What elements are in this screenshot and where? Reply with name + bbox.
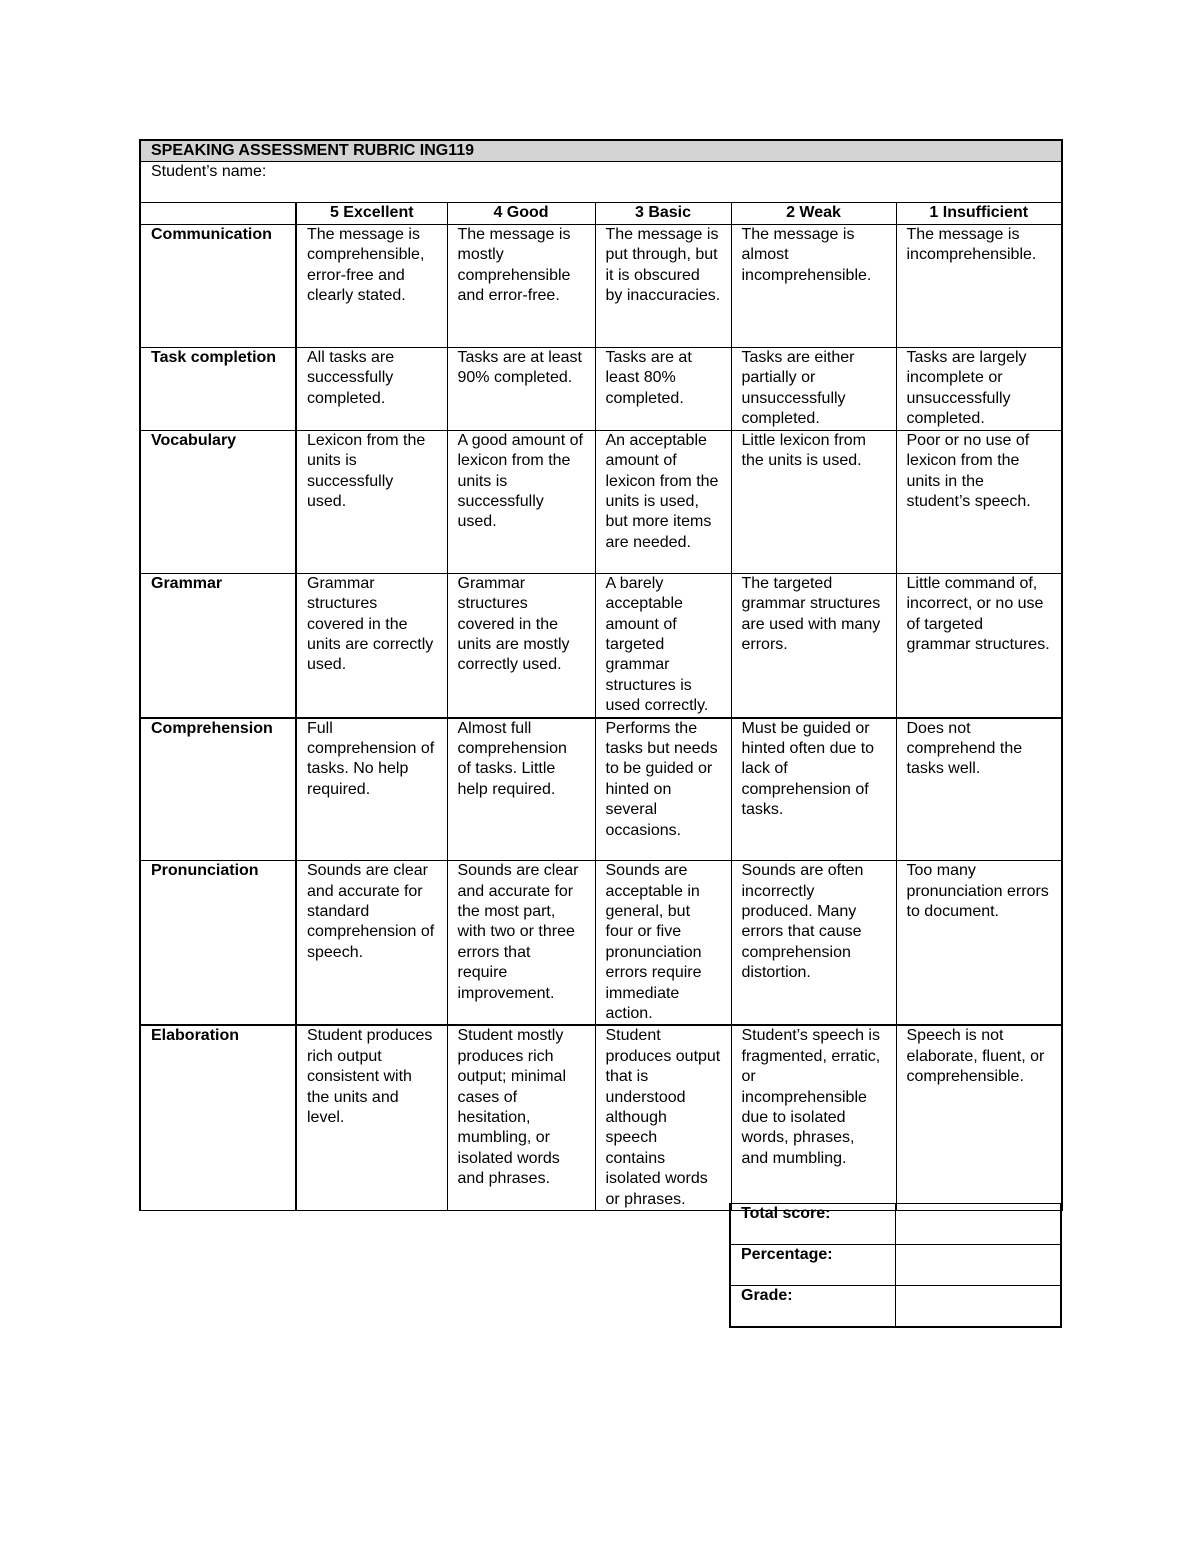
level-header-row — [140, 203, 1062, 224]
descriptor-cell: The message is almost incomprehensible. — [731, 224, 896, 347]
percentage-label: Percentage: — [730, 1245, 896, 1286]
descriptor-cell: Student produces rich output consistent with the units and level. — [296, 1025, 447, 1210]
grade-row — [730, 1286, 1061, 1328]
total-score-row — [730, 1204, 1061, 1245]
descriptor-cell: Sounds are clear and accurate for standard comprehension of speech. — [296, 861, 447, 1026]
criterion-row-pronunciation — [140, 861, 1062, 1026]
student-name-field[interactable]: Student’s name: — [140, 162, 1062, 203]
percentage-field[interactable] — [896, 1245, 1062, 1286]
descriptor-cell: An acceptable amount of lexicon from the units is used, but more items are needed. — [595, 430, 731, 573]
descriptor-cell: Speech is not elaborate, fluent, or comprehensible. — [896, 1025, 1062, 1210]
criterion-label: Grammar — [140, 573, 296, 717]
descriptor-cell: Student mostly produces rich output; minimal cases of hesitation, mumbling, or isolated words and phrases. — [447, 1025, 595, 1210]
criterion-row-vocabulary — [140, 430, 1062, 573]
grade-field[interactable] — [896, 1286, 1062, 1328]
descriptor-cell: Tasks are either partially or unsuccessfully completed. — [731, 347, 896, 430]
grade-label: Grade: — [730, 1286, 896, 1328]
score-summary-table — [729, 1203, 1062, 1328]
descriptor-cell: Sounds are clear and accurate for the most part, with two or three errors that require improvement. — [447, 861, 595, 1026]
title-row — [140, 140, 1062, 162]
criterion-label: Elaboration — [140, 1025, 296, 1210]
descriptor-cell: Lexicon from the units is successfully used. — [296, 430, 447, 573]
descriptor-cell: The message is incomprehensible. — [896, 224, 1062, 347]
descriptor-cell: Little lexicon from the units is used. — [731, 430, 896, 573]
descriptor-cell: Too many pronunciation errors to document. — [896, 861, 1062, 1026]
rubric-title: SPEAKING ASSESSMENT RUBRIC ING119 — [140, 140, 1062, 162]
criterion-label: Task completion — [140, 347, 296, 430]
descriptor-cell: Poor or no use of lexicon from the units in the student’s speech. — [896, 430, 1062, 573]
descriptor-cell: Sounds are often incorrectly produced. Many errors that cause comprehension distortion. — [731, 861, 896, 1026]
score-summary — [729, 1203, 1061, 1328]
criterion-label: Communication — [140, 224, 296, 347]
descriptor-cell: Grammar structures covered in the units are mostly correctly used. — [447, 573, 595, 717]
descriptor-cell: Sounds are acceptable in general, but four or five pronunciation errors require immediate action. — [595, 861, 731, 1026]
level-header-4: 4 Good — [447, 203, 595, 224]
student-name-row — [140, 162, 1062, 203]
level-header-1: 1 Insufficient — [896, 203, 1062, 224]
criterion-label: Pronunciation — [140, 861, 296, 1026]
descriptor-cell: Performs the tasks but needs to be guided or hinted on several occasions. — [595, 718, 731, 861]
descriptor-cell: A good amount of lexicon from the units is successfully used. — [447, 430, 595, 573]
rubric-table — [139, 139, 1063, 1211]
descriptor-cell: The targeted grammar structures are used with many errors. — [731, 573, 896, 717]
percentage-row — [730, 1245, 1061, 1286]
header-blank-cell — [140, 203, 296, 224]
descriptor-cell: All tasks are successfully completed. — [296, 347, 447, 430]
descriptor-cell: Student’s speech is fragmented, erratic, or incomprehensible due to isolated words, phrases, and mumbling. — [731, 1025, 896, 1210]
descriptor-cell: The message is comprehensible, error-free and clearly stated. — [296, 224, 447, 347]
level-header-2: 2 Weak — [731, 203, 896, 224]
descriptor-cell: Full comprehension of tasks. No help required. — [296, 718, 447, 861]
total-score-label: Total score: — [730, 1204, 896, 1245]
criterion-row-grammar — [140, 573, 1062, 717]
criterion-row-task-completion — [140, 347, 1062, 430]
criterion-label: Comprehension — [140, 718, 296, 861]
descriptor-cell: Grammar structures covered in the units are correctly used. — [296, 573, 447, 717]
descriptor-cell: Tasks are at least 80% completed. — [595, 347, 731, 430]
descriptor-cell: Must be guided or hinted often due to lack of comprehension of tasks. — [731, 718, 896, 861]
descriptor-cell: The message is mostly comprehensible and error-free. — [447, 224, 595, 347]
level-header-3: 3 Basic — [595, 203, 731, 224]
criterion-row-elaboration — [140, 1025, 1062, 1210]
criterion-row-communication — [140, 224, 1062, 347]
total-score-field[interactable] — [896, 1204, 1062, 1245]
criterion-row-comprehension — [140, 718, 1062, 861]
descriptor-cell: Does not comprehend the tasks well. — [896, 718, 1062, 861]
descriptor-cell: The message is put through, but it is obscured by inaccuracies. — [595, 224, 731, 347]
rubric-sheet — [139, 139, 1061, 1211]
descriptor-cell: A barely acceptable amount of targeted grammar structures is used correctly. — [595, 573, 731, 717]
level-header-5: 5 Excellent — [296, 203, 447, 224]
criterion-label: Vocabulary — [140, 430, 296, 573]
descriptor-cell: Student produces output that is understood although speech contains isolated words or phrases. — [595, 1025, 731, 1210]
descriptor-cell: Tasks are largely incomplete or unsuccessfully completed. — [896, 347, 1062, 430]
descriptor-cell: Tasks are at least 90% completed. — [447, 347, 595, 430]
descriptor-cell: Almost full comprehension of tasks. Little help required. — [447, 718, 595, 861]
descriptor-cell: Little command of, incorrect, or no use of targeted grammar structures. — [896, 573, 1062, 717]
